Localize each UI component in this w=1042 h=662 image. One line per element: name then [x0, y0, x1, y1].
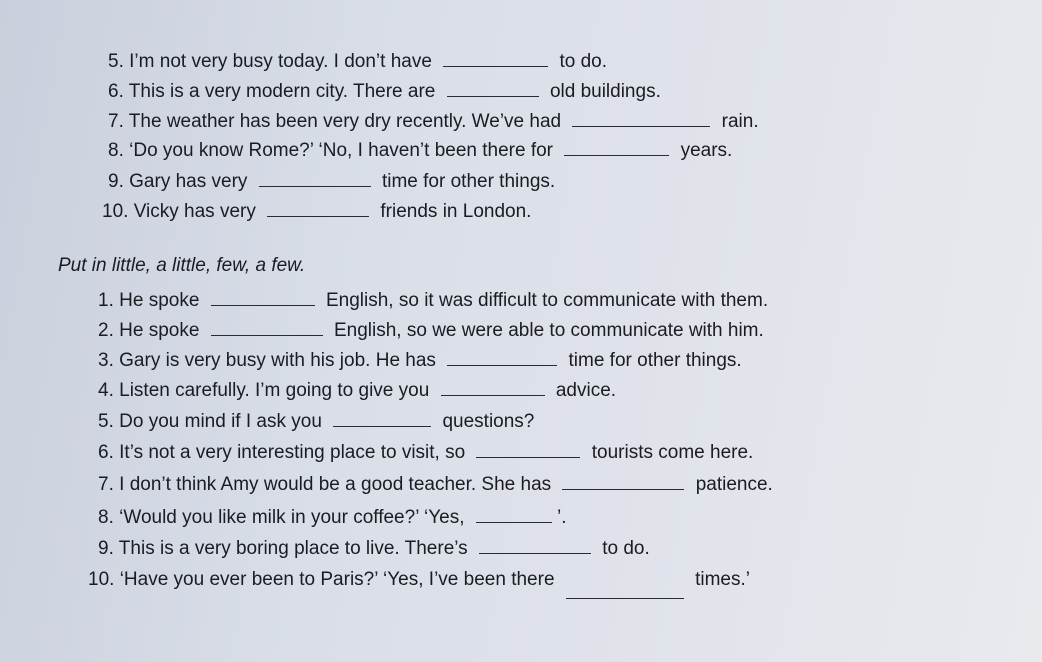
item-number: 2. [98, 320, 114, 341]
item-number: 8. [98, 507, 114, 528]
exercise-line [98, 535, 650, 560]
answer-blank[interactable] [333, 408, 431, 427]
item-text-after: old buildings. [549, 81, 661, 102]
item-number: 10. [102, 201, 129, 222]
answer-blank[interactable] [443, 48, 548, 67]
item-number: 7. [98, 474, 114, 495]
item-text-after: ’. [557, 507, 567, 528]
item-number: 8. [108, 140, 124, 161]
item-text-after: patience. [695, 474, 773, 495]
item-number: 5. [98, 411, 114, 432]
answer-blank[interactable] [267, 198, 369, 217]
item-text-before: Gary has very [129, 171, 248, 192]
exercise-line [98, 287, 768, 312]
item-text-after: tourists come here. [591, 442, 754, 463]
item-text-before: It’s not a very interesting place to visit, so [119, 442, 466, 463]
item-text-after: time for other things. [381, 171, 556, 192]
answer-blank[interactable] [564, 137, 669, 156]
item-text-after: time for other things. [568, 350, 742, 371]
exercise-instruction: Put in little, a little, few, a few. [58, 255, 306, 276]
exercise-line [98, 408, 534, 433]
item-text-after: years. [680, 140, 733, 161]
answer-blank[interactable] [479, 535, 591, 554]
exercise-line [98, 317, 764, 342]
answer-blank[interactable] [566, 580, 684, 599]
answer-blank[interactable] [447, 347, 557, 366]
item-number: 1. [98, 290, 114, 311]
item-number: 6. [98, 442, 114, 463]
item-number: 7. [108, 111, 124, 132]
exercise-line [98, 377, 616, 402]
exercise-line [98, 471, 773, 496]
item-number: 9. [98, 538, 114, 559]
item-number: 9. [108, 171, 124, 192]
exercise-line [108, 168, 555, 193]
exercise-line [102, 198, 531, 223]
answer-blank[interactable] [562, 471, 684, 490]
item-number: 10. [88, 569, 115, 590]
item-text-before: He spoke [119, 290, 200, 311]
answer-blank[interactable] [211, 317, 323, 336]
answer-blank[interactable] [211, 287, 315, 306]
item-text-before: This is a very boring place to live. There’s [118, 538, 468, 559]
answer-blank[interactable] [447, 78, 539, 97]
item-text-after: English, so it was difficult to communicate with them. [325, 290, 769, 311]
item-number: 4. [98, 380, 114, 401]
item-text-before: Gary is very busy with his job. He has [119, 350, 436, 371]
exercise-line [98, 439, 753, 464]
item-text-after: advice. [555, 380, 617, 401]
item-text-before: ‘Do you know Rome?’ ‘No, I haven’t been there for [129, 140, 553, 161]
item-text-after: friends in London. [380, 201, 532, 222]
exercise-line [98, 504, 567, 529]
item-text-before: ‘Would you like milk in your coffee?’ ‘Yes, [119, 507, 465, 528]
exercise-line [98, 347, 742, 372]
item-text-before: He spoke [119, 320, 200, 341]
item-text-after: questions? [442, 411, 535, 432]
exercise-line [108, 108, 759, 133]
item-text-before: Vicky has very [133, 201, 256, 222]
item-number: 3. [98, 350, 114, 371]
item-text-before: This is a very modern city. There are [128, 81, 436, 102]
item-text-before: I don’t think Amy would be a good teacher. She has [119, 474, 552, 495]
item-text-after: to do. [602, 538, 650, 559]
item-text-before: ‘Have you ever been to Paris?’ ‘Yes, I’ve been there [119, 569, 555, 590]
item-text-after: to do. [559, 51, 607, 72]
item-text-before: Do you mind if I ask you [119, 411, 322, 432]
answer-blank[interactable] [441, 377, 545, 396]
item-text-before: Listen carefully. I’m going to give you [119, 380, 430, 401]
item-number: 5. [108, 51, 124, 72]
exercise-line [88, 566, 750, 591]
exercise-line [108, 78, 661, 103]
item-text-before: I’m not very busy today. I don’t have [129, 51, 432, 72]
answer-blank[interactable] [572, 108, 710, 127]
item-text-after: English, so we were able to communicate with him. [333, 320, 764, 341]
answer-blank[interactable] [476, 439, 580, 458]
exercise-line [108, 137, 732, 162]
item-text-after: rain. [721, 111, 759, 132]
answer-blank[interactable] [476, 504, 552, 523]
answer-blank[interactable] [259, 168, 371, 187]
exercise-line [108, 48, 607, 73]
item-text-before: The weather has been very dry recently. We’ve had [128, 111, 562, 132]
item-text-after: times.’ [695, 569, 750, 590]
item-number: 6. [108, 81, 124, 102]
